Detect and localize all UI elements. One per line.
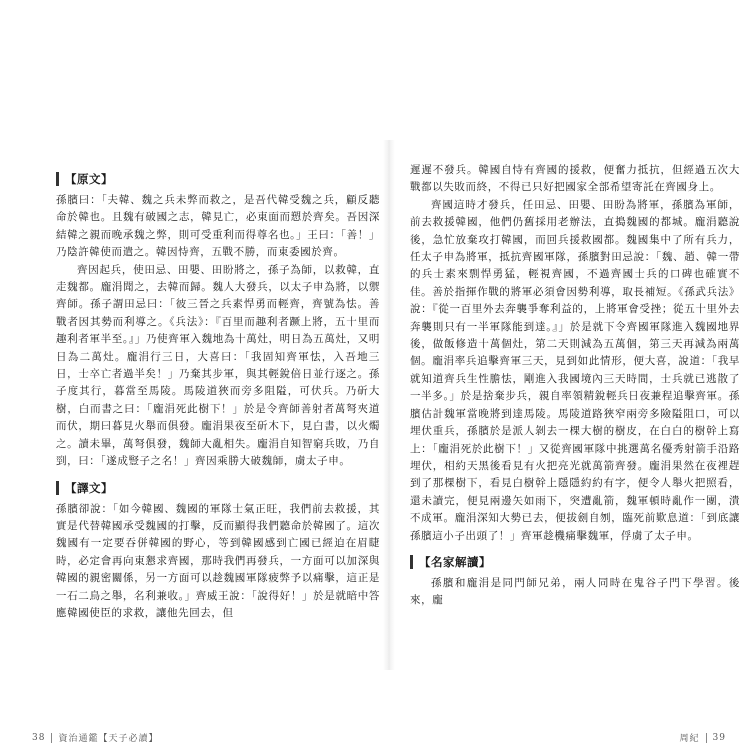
page-number: 38 bbox=[32, 732, 46, 743]
right-page bbox=[410, 162, 740, 688]
page-number: 39 bbox=[712, 732, 726, 743]
original-paragraph: 齊因起兵，使田忌、田嬰、田盼將之，孫子為師，以救韓，直走魏都。龐涓聞之，去韓而歸。魏人大發兵，以太子申為將，以禦齊師。孫子謂田忌曰：「彼三晉之兵素悍勇而輕齊，齊號為怯。善戰者因其勢而利導之。《兵法》：『百里而趣利者蹶上將，五十里而趣利者軍半至。』」乃使齊軍入魏地為十萬灶，明日為五萬灶，又明日為二萬灶。龐涓行三日，大喜曰：「我固知齊軍怯，入吾地三日，士卒亡者過半矣！」乃棄其步軍，與其輕銳倍日並行逐之。孫子度其行，暮當至馬陵。馬陵道狹而旁多阻隘，可伏兵。乃斫大樹，白而書之曰：「龐涓死此樹下！」於是令齊師善射者萬弩夾道而伏，期曰暮見火舉而俱發。龐涓果夜至斫木下，見白書，以火燭之。讀未畢，萬弩俱發，魏師大亂相失。龐涓自知智窮兵敗，乃自剄，曰：「遂成豎子之名！」齊因乘勝大破魏師，虜太子申。 bbox=[56, 263, 380, 468]
left-folio bbox=[32, 731, 158, 744]
book-gutter bbox=[383, 140, 395, 670]
translation-paragraph: 遲遲不發兵。韓國自恃有齊國的援救，便奮力抵抗，但經過五次大戰都以失敗而終，不得已只好把國家全部希望寄託在齊國身上。 bbox=[410, 164, 740, 194]
left-page bbox=[40, 162, 380, 688]
original-paragraph: 孫臏曰：「夫韓、魏之兵未弊而救之，是吾代韓受魏之兵，顧反聽命於韓也。且魏有破國之志，韓見亡，必東面而愬於齊矣。吾因深結韓之親而晚承魏之弊，則可受重利而得尊名也。」王曰：「善！」乃陰許韓使而遣之。韓因恃齊，五戰不勝，而東委國於齊。 bbox=[56, 194, 380, 259]
translation-paragraph: 齊國這時才發兵，任田忌、田嬰、田盼為將軍，孫臏為軍師，前去救援韓國，他們仍舊採用老辦法，直搗魏國的都城。龐涓聽說後，急忙放棄攻打韓國，而回兵援救國都。魏國集中了所有兵力，任太子申為將軍，抵抗齊國軍隊，孫臏對田忌說：「魏、趙、韓一帶的兵士素來剽悍勇猛，輕視齊國，不過齊國士兵的口碑也確實不佳。善於指揮作戰的將軍必須會因勢利導，取長補短。《孫武兵法》說：『從一百里外去奔襲爭奪利益的，上將軍會受挫；從五十里外去奔襲則只有一半軍隊能到達。』」於是就下令齊國軍隊進入魏國地界後，做飯修造十萬個灶，第二天則減為五萬個，第三天再減為兩萬個。龐涓率兵追擊齊軍三天，見到如此情形，便大喜，說道：「我早就知道齊兵生性膽怯，剛進入我國境內三天時間，士兵就已逃散了一半多。」於是捨棄步兵，親自率領精銳輕兵日夜兼程追擊齊軍。孫臏估計魏軍當晚將到達馬陵。馬陵道路狹窄兩旁多險隘阻口，可以埋伏重兵，孫臏於是派人剝去一棵大樹的樹皮，在白白的樹幹上寫上：「龐涓死於此樹下！」又從齊國軍隊中挑選萬名優秀射箭手沿路埋伏，相約天黑後看見有火把亮光就萬箭齊發。龐涓果然在夜裡趕到了那棵樹下，看見白樹幹上隱隱約約有字，便令人舉火把照看，還未讀完，便見兩邊矢如雨下，突遭亂箭，魏軍頓時亂作一團，潰不成軍。龐涓深知大勢已去，便拔劍自刎，臨死前歎息道：「到底讓孫臏這小子出頭了！」齊軍趁機痛擊魏軍，俘虜了太子申。 bbox=[410, 198, 740, 542]
section-heading-original: 【原文】 bbox=[56, 172, 113, 186]
translation-paragraph: 孫臏卻說：「如今韓國、魏國的軍隊士氣正旺，我們前去救援，其實是代替韓國承受魏國的打擊，反而顯得我們聽命於韓國了。這次魏國有一定要吞併韓國的野心，等到韓國感到亡國已經迫在眉睫時，必定會再向東懇求齊國，那時我們再發兵，一方面可以加深與韓國的親密關係，另一方面可以趁魏國軍隊疲弊予以痛擊，這正是一石二鳥之舉，名利兼收。」齊威王說：「說得好！」於是就暗中答應韓國使臣的求救，讓他先回去，但 bbox=[56, 502, 380, 619]
running-head: 周紀 bbox=[679, 734, 700, 744]
section-heading-translation: 【譯文】 bbox=[56, 481, 113, 495]
folio-divider bbox=[706, 733, 707, 743]
folio-divider bbox=[51, 733, 52, 743]
commentary-paragraph: 孫臏和龐涓是同門師兄弟，兩人同時在鬼谷子門下學習。後來，龐 bbox=[410, 576, 740, 607]
right-folio bbox=[680, 731, 726, 744]
section-heading-commentary: 【名家解讀】 bbox=[410, 555, 491, 569]
running-head: 資治通鑑【天子必讀】 bbox=[58, 734, 159, 744]
